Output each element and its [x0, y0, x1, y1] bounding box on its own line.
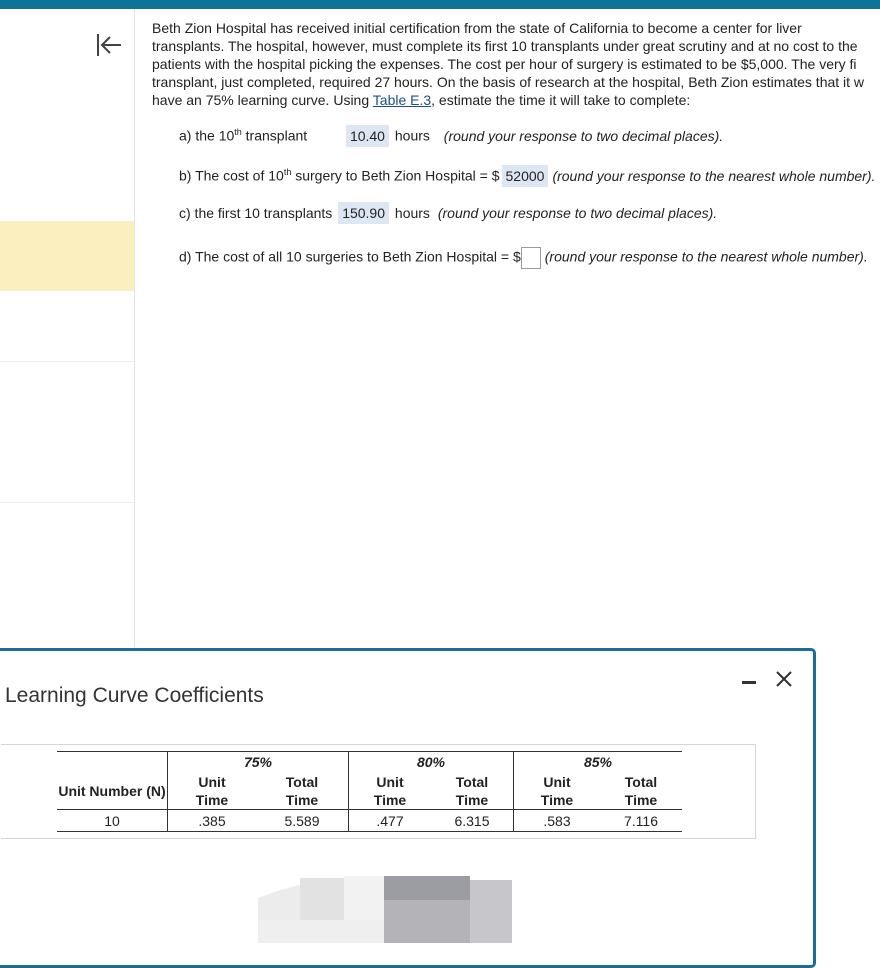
total-time-header — [431, 772, 514, 810]
unit-number-header: Unit Number (N) — [57, 772, 168, 810]
answer-b-field[interactable]: 52000 — [502, 165, 549, 187]
problem-line: transplant, just completed, required 27 hours. On the basis of research at the hospital, Beth Zion estimates that it w — [152, 74, 865, 90]
rounding-hint: (round your response to two decimal places). — [437, 205, 718, 221]
rail-divider — [0, 502, 134, 503]
question-c — [179, 205, 717, 221]
question-c-label: c) the first 10 transplants — [179, 205, 333, 221]
problem-line: transplants. The hospital, however, must complete its first 10 transplants under great scrutiny and at no cost to the — [152, 38, 858, 54]
unit-time-header — [349, 772, 432, 810]
question-d — [179, 247, 868, 269]
minimize-icon[interactable] — [741, 669, 759, 687]
rounding-hint: (round your response to two decimal places). — [443, 127, 724, 144]
question-b — [179, 167, 875, 184]
superscript: th — [283, 167, 292, 177]
value-cell: .385 — [168, 810, 257, 832]
group-header-85: 85% — [514, 752, 683, 773]
answer-d-input[interactable] — [521, 247, 541, 269]
question-a-label: a) the 10 — [179, 127, 235, 144]
header-text: Total Time — [624, 773, 658, 808]
blurred-region — [258, 876, 512, 943]
header-text: Unit Time — [373, 773, 407, 808]
header-text: Total Time — [455, 773, 489, 808]
problem-text: have an 75% learning curve. Using — [152, 92, 373, 108]
question-b-label: surgery to Beth Zion Hospital = $ — [291, 167, 500, 184]
unit-number-cell: 10 — [57, 810, 168, 832]
unit-label: hours — [394, 205, 430, 221]
header-text: Total Time — [285, 773, 319, 808]
panel-title: Learning Curve Coefficients — [5, 684, 264, 707]
group-header-80: 80% — [349, 752, 514, 773]
problem-statement — [152, 19, 880, 109]
value-cell: 6.315 — [431, 810, 514, 832]
table-e3-link[interactable]: Table E.3 — [372, 92, 432, 108]
total-time-header — [256, 772, 349, 810]
total-time-header — [600, 772, 682, 810]
header-text: Unit Time — [195, 773, 229, 808]
problem-line: patients with the hospital picking the expenses. The cost per hour of surgery is estimated to be $5,000. The very fi — [152, 56, 857, 72]
group-header-75: 75% — [168, 752, 349, 773]
collapse-left-icon[interactable] — [93, 31, 125, 59]
unit-time-header — [168, 772, 257, 810]
question-a-label: transplant — [241, 127, 308, 144]
problem-line — [152, 91, 880, 109]
left-rail — [0, 9, 135, 649]
table-row — [57, 810, 682, 832]
answer-c-field[interactable]: 150.90 — [338, 202, 389, 224]
question-d-label: d) The cost of all 10 surgeries to Beth Zion Hospital = $ — [179, 248, 521, 265]
value-cell: 5.589 — [256, 810, 349, 832]
question-a — [179, 127, 723, 144]
table-blank-cell — [57, 752, 168, 773]
value-cell: 7.116 — [600, 810, 682, 832]
rounding-hint: (round your response to the nearest whole number). — [544, 248, 868, 265]
learning-curve-table — [57, 751, 682, 832]
value-cell: .583 — [514, 810, 601, 832]
rail-highlight[interactable] — [0, 221, 134, 291]
rounding-hint: (round your response to the nearest whole number). — [552, 167, 876, 184]
unit-time-header — [514, 772, 601, 810]
header-text: Unit Time — [540, 773, 574, 808]
unit-label: hours — [394, 127, 430, 144]
superscript: th — [234, 127, 242, 137]
rail-divider — [0, 361, 134, 362]
top-bar — [0, 0, 880, 9]
value-cell: .477 — [349, 810, 432, 832]
problem-text: , estimate the time it will take to complete: — [431, 92, 691, 108]
problem-line: Beth Zion Hospital has received initial certification from the state of California to become a center for liver — [152, 20, 802, 36]
close-icon[interactable] — [772, 667, 796, 691]
question-b-label: b) The cost of 10 — [179, 167, 284, 184]
answer-a-field[interactable]: 10.40 — [346, 125, 389, 147]
